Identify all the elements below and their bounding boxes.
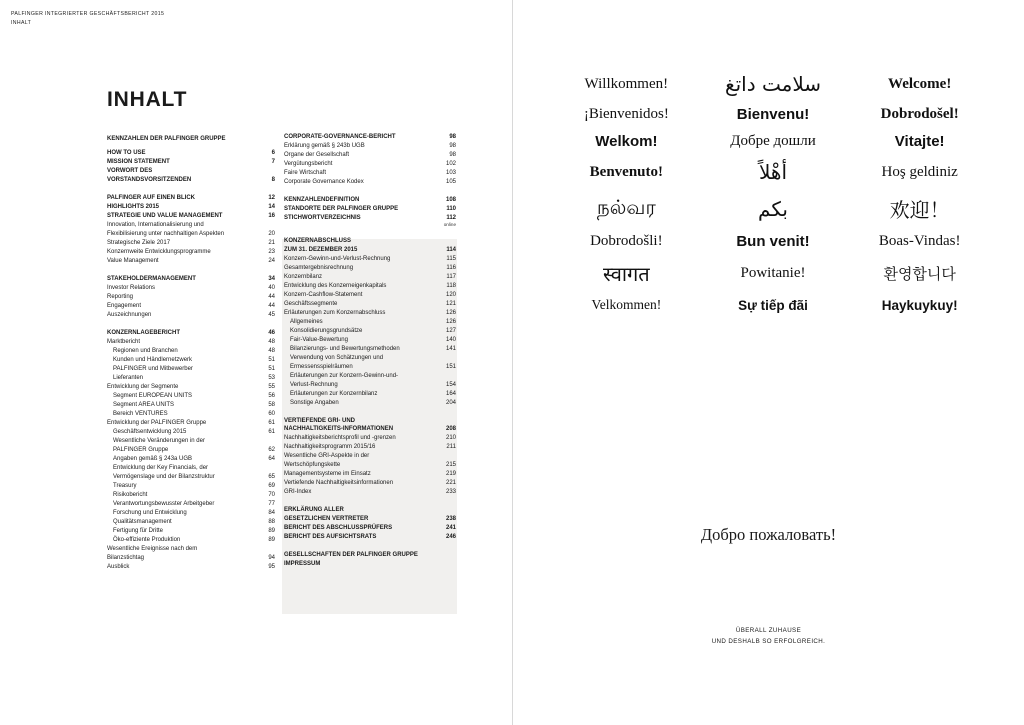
toc-entry[interactable] xyxy=(107,553,275,562)
toc-entry[interactable] xyxy=(284,308,456,317)
toc-entry-label: Verlust-Rechnung xyxy=(290,381,338,388)
toc-entry[interactable] xyxy=(284,551,456,560)
toc-entry-page: 60 xyxy=(268,410,275,417)
toc-entry-label: GESETZLICHEN VERTRETER xyxy=(284,516,369,523)
toc-entry[interactable] xyxy=(284,160,456,169)
toc-entry[interactable] xyxy=(284,281,456,290)
greeting-word: Boas-Vindas! xyxy=(878,233,961,249)
toc-entry-page: 69 xyxy=(268,482,275,489)
toc-entry-page: 238 xyxy=(445,516,456,523)
toc-entry[interactable] xyxy=(107,508,275,517)
greeting-row xyxy=(553,106,993,123)
toc-entry-label: Allgemeines xyxy=(290,318,323,325)
toc-entry-label: KONZERNABSCHLUSS xyxy=(284,237,352,244)
toc-entry-label: Segment AREA UNITS xyxy=(113,401,175,408)
toc-entry-page: 51 xyxy=(268,366,275,372)
toc-entry-label: IMPRESSUM xyxy=(284,561,321,568)
greeting-row xyxy=(553,233,993,250)
toc-entry[interactable] xyxy=(107,499,275,508)
greeting-word: ¡Bienvenidos! xyxy=(583,106,669,122)
toc-entry-page: 84 xyxy=(268,509,275,516)
toc-entry-label: BERICHT DES ABSCHLUSSPRÜFERS xyxy=(284,525,393,532)
toc-entry-label: Nachhaltigkeitsprogramm 2015/16 xyxy=(284,444,376,451)
greeting-word: Powitanie! xyxy=(740,265,806,281)
greeting-row xyxy=(553,194,993,223)
toc-entry[interactable] xyxy=(107,356,275,365)
greeting-word: Velkommen! xyxy=(591,297,662,312)
greeting-row xyxy=(553,260,993,287)
online-note: online xyxy=(443,221,456,227)
toc-entry-label: Konzernbilanz xyxy=(284,273,323,280)
toc-entry-label: Marktbericht xyxy=(107,339,141,346)
right-page xyxy=(513,0,1024,725)
toc-entry-label: Erläuterungen zur Konzern-Gewinn-und- xyxy=(290,372,399,379)
toc-entry[interactable] xyxy=(107,347,275,356)
greeting-word: أهْلاً xyxy=(758,160,788,184)
greeting-word: Bun venit! xyxy=(736,233,810,250)
toc-entry-page: 70 xyxy=(268,491,275,498)
toc-entry-label: Bilanzierungs- und Bewertungsmethoden xyxy=(290,345,400,352)
toc-entry-label: Auszeichnungen xyxy=(107,312,152,319)
toc-entry[interactable] xyxy=(284,470,456,479)
toc-entry[interactable] xyxy=(107,419,275,428)
toc-entry-label: GESELLSCHAFTEN DER PALFINGER GRUPPE xyxy=(284,552,418,559)
toc-entry[interactable] xyxy=(284,434,456,443)
toc-entry-page: 98 xyxy=(449,134,456,141)
greeting-word: Dobrodošli! xyxy=(590,233,663,249)
toc-entry-label: Treasury xyxy=(113,482,137,489)
toc-entry[interactable] xyxy=(107,135,275,144)
toc-entry-label: Entwicklung der Key Financials, der xyxy=(113,464,209,471)
toc-entry-label: Nachhaltigkeitsberichtsprofil und -grenzen xyxy=(284,435,396,442)
toc-entry-page: 127 xyxy=(445,327,456,334)
toc-entry-label: STRATEGIE UND VALUE MANAGEMENT xyxy=(107,213,223,220)
toc-entry-label: Investor Relations xyxy=(107,285,156,292)
toc-entry-label: Konzern-Gewinn-und-Verlust-Rechnung xyxy=(284,255,391,262)
toc-entry-page: 51 xyxy=(268,357,275,364)
toc-entry-page: 117 xyxy=(446,273,456,280)
toc-entry[interactable] xyxy=(284,425,456,434)
greeting-word: Vitajte! xyxy=(894,133,945,150)
toc-entry-page: 45 xyxy=(268,312,275,319)
toc-entry-page: 58 xyxy=(268,401,275,408)
toc-entry-page: 23 xyxy=(268,249,275,256)
toc-entry-page: 16 xyxy=(268,213,275,220)
toc-entry-page: 34 xyxy=(268,276,275,283)
toc-entry-label: Bereich VENTURES xyxy=(113,410,168,417)
toc-entry[interactable] xyxy=(107,311,275,320)
toc-entry-page: 40 xyxy=(268,285,275,292)
toc-entry-page: 246 xyxy=(445,534,456,541)
toc-entry[interactable] xyxy=(284,533,456,542)
toc-entry[interactable] xyxy=(107,275,275,284)
toc-entry-page: 115 xyxy=(446,255,456,262)
toc-entry[interactable] xyxy=(107,401,275,410)
toc-entry-label: Ermessensspielräumen xyxy=(290,363,353,370)
toc-entry-label: BERICHT DES AUFSICHTSRATS xyxy=(284,534,377,541)
toc-entry-label: Wertschöpfungskette xyxy=(284,462,341,469)
toc-entry-page: 20 xyxy=(268,231,275,238)
toc-entry[interactable] xyxy=(284,335,456,344)
toc-entry-label: Qualitätsmanagement xyxy=(113,518,172,525)
greeting-word: Benvenuto! xyxy=(589,163,663,180)
toc-entry[interactable] xyxy=(107,167,275,176)
toc-entry-label: Bilanzstichtag xyxy=(107,554,145,561)
toc-entry-label: Value Management xyxy=(107,258,159,265)
toc-entry[interactable] xyxy=(284,488,456,497)
toc-entry[interactable] xyxy=(284,326,456,335)
toc-entry-page: 112 xyxy=(446,215,456,222)
toc-entry[interactable] xyxy=(107,383,275,392)
toc-entry[interactable] xyxy=(107,535,275,544)
toc-entry[interactable] xyxy=(107,302,275,311)
toc-entry-page: 204 xyxy=(445,399,456,406)
greeting-row xyxy=(553,133,993,150)
greeting-word: 환영합니다 xyxy=(883,265,956,283)
toc-entry-label: Fair-Value-Bewertung xyxy=(290,336,348,343)
toc-entry[interactable] xyxy=(107,230,275,239)
toc-entry[interactable] xyxy=(107,293,275,302)
toc-entry-label: Verantwortungsbewusster Arbeitgeber xyxy=(113,500,215,507)
toc-entry[interactable] xyxy=(284,142,456,151)
toc-entry[interactable] xyxy=(107,517,275,526)
toc-entry-label: STAKEHOLDERMANAGEMENT xyxy=(107,276,196,283)
toc-entry-page: 7 xyxy=(271,159,275,166)
toc-entry[interactable] xyxy=(284,299,456,308)
greeting-word: स्वागत xyxy=(602,262,650,286)
toc-entry-page: 221 xyxy=(445,480,456,487)
toc-entry-label: Angaben gemäß § 243a UGB xyxy=(113,455,193,462)
toc-entry[interactable] xyxy=(107,490,275,499)
toc-entry-label: MISSION STATEMENT xyxy=(107,159,170,166)
toc-entry-page: 105 xyxy=(445,179,456,186)
greeting-word: Sự tiếp đãi xyxy=(738,297,808,313)
toc-entry[interactable] xyxy=(284,344,456,353)
toc-entry-label: Gesamtergebnisrechnung xyxy=(284,264,354,271)
toc-entry-label: Entwicklung des Konzerneigenkapitals xyxy=(284,282,387,289)
toc-entry[interactable] xyxy=(284,371,456,380)
toc-entry-label: Erläuterungen zum Konzernabschluss xyxy=(284,309,386,316)
greeting-row xyxy=(553,72,993,96)
toc-entry-label: Forschung und Entwicklung xyxy=(113,509,187,516)
greeting-word: Welkom! xyxy=(595,133,658,150)
toc-entry-page: 55 xyxy=(268,383,275,390)
toc-entry-label: PALFINGER AUF EINEN BLICK xyxy=(107,195,195,202)
toc-entry-page: 94 xyxy=(268,554,275,561)
toc-entry[interactable] xyxy=(107,248,275,257)
toc-entry-page: 48 xyxy=(268,339,275,346)
toc-entry-label: Risikobericht xyxy=(113,491,148,498)
toc-entry[interactable] xyxy=(107,562,275,571)
toc-entry-page: 210 xyxy=(445,435,456,442)
toc-entry-page: 89 xyxy=(268,527,275,534)
toc-entry-page: 211 xyxy=(446,444,456,451)
toc-entry-label: STANDORTE DER PALFINGER GRUPPE xyxy=(284,206,399,213)
toc-column-left xyxy=(107,135,275,571)
toc-entry-page: 116 xyxy=(446,264,456,271)
toc-entry[interactable] xyxy=(284,245,456,254)
toc-entry-label: ERKLÄRUNG ALLER xyxy=(284,507,344,514)
toc-entry-label: Managementsysteme im Einsatz xyxy=(284,471,371,478)
toc-entry-page: 24 xyxy=(268,258,275,265)
toc-entry-label: KONZERNLAGEBERICHT xyxy=(107,330,180,337)
toc-entry-page: 215 xyxy=(445,462,456,469)
toc-entry[interactable] xyxy=(107,239,275,248)
toc-entry-label: Konzernweite Entwicklungsprogramme xyxy=(107,249,211,256)
toc-entry-label: Sonstige Angaben xyxy=(290,399,339,406)
toc-entry-label: Corporate Governance Kodex xyxy=(284,179,364,186)
toc-entry[interactable] xyxy=(284,196,456,205)
toc-entry-page: 120 xyxy=(445,291,456,298)
running-header xyxy=(11,10,164,28)
toc-entry[interactable] xyxy=(284,178,456,187)
toc-entry-label: HIGHLIGHTS 2015 xyxy=(107,204,160,211)
toc-entry-label: Ausblick xyxy=(107,563,130,570)
toc-entry-page: 164 xyxy=(445,390,456,397)
toc-entry-label: Entwicklung der Segmente xyxy=(107,383,179,390)
toc-entry-page: 241 xyxy=(445,525,456,532)
toc-entry[interactable] xyxy=(284,515,456,524)
toc-entry-page: 46 xyxy=(268,330,275,337)
toc-entry-label: PALFINGER und Mitbewerber xyxy=(113,366,193,372)
toc-entry[interactable] xyxy=(107,446,275,455)
toc-entry[interactable] xyxy=(107,410,275,419)
toc-entry-label: GRI-Index xyxy=(284,489,312,496)
toc-entry-label: VORWORT DES xyxy=(107,168,153,175)
tagline-line2: UND DESHALB SO ERFOLGREICH. xyxy=(711,638,826,646)
greeting-word: Haykuykuy! xyxy=(881,297,958,313)
toc-entry[interactable] xyxy=(284,524,456,533)
toc-entry-page: 14 xyxy=(268,204,275,211)
toc-entry[interactable] xyxy=(107,437,275,446)
toc-entry-page: 118 xyxy=(446,282,456,289)
toc-entry-page: 56 xyxy=(268,392,275,399)
toc-entry-page: 61 xyxy=(268,428,275,435)
toc-entry[interactable] xyxy=(107,212,275,221)
toc-entry[interactable] xyxy=(107,392,275,401)
toc-entry[interactable] xyxy=(284,479,456,488)
toc-entry[interactable] xyxy=(284,506,456,515)
toc-entry-page: 108 xyxy=(445,197,456,204)
toc-entry-label: VERTIEFENDE GRI- UND xyxy=(284,417,356,424)
toc-entry-page: 233 xyxy=(445,489,456,496)
toc-entry-label: Vertiefende Nachhaltigkeitsinformationen xyxy=(284,480,394,487)
toc-entry[interactable] xyxy=(284,254,456,263)
toc-entry-label: KENNZAHLENDEFINITION xyxy=(284,197,360,204)
toc-entry-label: Verwendung von Schätzungen und xyxy=(290,354,384,361)
toc-entry-page: 88 xyxy=(268,518,275,525)
greeting-russian: Добро пожаловать! xyxy=(700,525,837,544)
toc-entry-page: 89 xyxy=(268,536,275,543)
toc-entry-page: 44 xyxy=(268,303,275,310)
toc-entry[interactable] xyxy=(284,560,456,569)
toc-entry-label: Engagement xyxy=(107,303,142,310)
toc-entry-label: PALFINGER Gruppe xyxy=(113,446,169,453)
toc-entry[interactable] xyxy=(107,329,275,338)
greeting-word: Dobrodošel! xyxy=(880,106,959,122)
toc-entry-label: Geschäftssegmente xyxy=(284,300,338,307)
toc-entry[interactable] xyxy=(284,214,456,223)
toc-entry[interactable] xyxy=(284,263,456,272)
toc-entry-page: 126 xyxy=(445,309,456,316)
toc-entry-label: Konsolidierungsgrundsätze xyxy=(290,327,363,334)
toc-entry[interactable] xyxy=(107,203,275,212)
tagline-line1: ÜBERALL ZUHAUSE xyxy=(735,627,802,634)
toc-entry-page: 44 xyxy=(268,294,275,301)
toc-entry-label: Organe der Gesellschaft xyxy=(284,152,350,159)
greeting-row xyxy=(553,297,993,313)
toc-entry-label: Konzern-Cashflow-Statement xyxy=(284,291,363,298)
toc-entry[interactable] xyxy=(107,158,275,167)
toc-entry-label: Fertigung für Dritte xyxy=(113,527,164,534)
toc-entry-label: Geschäftsentwicklung 2015 xyxy=(113,428,187,435)
toc-entry-label: Vermögenslage und der Bilanzstruktur xyxy=(113,473,215,480)
greeting-word: நல்வர xyxy=(596,195,656,219)
toc-entry[interactable] xyxy=(284,169,456,178)
greeting-word: Willkommen! xyxy=(584,75,669,92)
toc-entry[interactable] xyxy=(107,284,275,293)
toc-entry-page: 141 xyxy=(445,345,456,352)
toc-entry-label: Wesentliche Ereignisse nach dem xyxy=(107,545,198,552)
toc-entry[interactable] xyxy=(107,455,275,464)
toc-entry[interactable] xyxy=(284,398,456,407)
toc-entry[interactable] xyxy=(284,452,456,461)
toc-entry[interactable] xyxy=(284,443,456,452)
toc-entry-page: 121 xyxy=(445,300,456,307)
running-header-line1: PALFINGER INTEGRIERTER GESCHÄFTSBERICHT 2015 xyxy=(11,11,165,17)
toc-entry[interactable] xyxy=(284,205,456,214)
toc-entry[interactable] xyxy=(107,149,275,158)
greeting-word: Hoş geldiniz xyxy=(881,163,958,180)
toc-entry[interactable] xyxy=(107,481,275,490)
toc-entry[interactable] xyxy=(284,461,456,470)
toc-entry[interactable] xyxy=(284,236,456,245)
toc-entry-label: Wesentliche GRI-Aspekte in der xyxy=(284,453,370,460)
tagline xyxy=(513,625,1024,647)
toc-entry-label: NACHHALTIGKEITS-INFORMATIONEN xyxy=(284,426,394,433)
toc-entry-page: 61 xyxy=(268,419,275,426)
toc-entry-page: 95 xyxy=(268,563,275,570)
toc-entry-page: 8 xyxy=(271,177,275,184)
toc-entry-page: 64 xyxy=(268,455,275,462)
toc-entry-label: Wesentliche Veränderungen in der xyxy=(113,437,205,444)
toc-entry[interactable] xyxy=(107,463,275,472)
toc-entry-label: Öko-effiziente Produktion xyxy=(113,536,181,543)
greeting-word: Welcome! xyxy=(888,75,952,92)
toc-entry-page: 151 xyxy=(445,363,456,370)
greeting-word: Bienvenu! xyxy=(736,106,810,123)
toc-entry-label: Strategische Ziele 2017 xyxy=(107,240,171,247)
greeting-row xyxy=(553,160,993,184)
toc-entry-page: 103 xyxy=(445,170,456,177)
toc-entry-page: 12 xyxy=(268,195,275,202)
toc-entry[interactable] xyxy=(284,272,456,281)
greeting-word: 欢迎！ xyxy=(889,198,950,222)
toc-entry[interactable] xyxy=(284,317,456,326)
toc-column-right xyxy=(284,133,456,569)
toc-entry-page: 98 xyxy=(449,152,456,159)
toc-entry-label: Regionen und Branchen xyxy=(113,348,178,355)
toc-entry[interactable] xyxy=(284,389,456,398)
greeting-word: Добре дошли xyxy=(730,133,816,149)
toc-entry[interactable] xyxy=(107,194,275,203)
toc-entry-page: 208 xyxy=(445,426,456,433)
toc-entry-label: VORSTANDSVORSITZENDEN xyxy=(107,177,192,184)
toc-entry-page: 6 xyxy=(271,150,275,157)
toc-entry-page: 114 xyxy=(446,246,456,253)
toc-entry-page: 154 xyxy=(445,381,456,388)
page-title: INHALT xyxy=(107,88,188,111)
toc-entry[interactable] xyxy=(284,362,456,371)
greetings-grid xyxy=(553,72,993,323)
toc-entry[interactable] xyxy=(284,151,456,160)
toc-entry[interactable] xyxy=(107,176,275,185)
toc-entry-page: 102 xyxy=(445,161,456,168)
toc-entry-page: 53 xyxy=(268,374,275,381)
toc-entry-page: 65 xyxy=(268,473,275,480)
greeting-word: سلامت داتغ xyxy=(724,72,822,96)
toc-entry-label: Innovation, Internationalisierung und xyxy=(107,222,204,229)
toc-entry-page: 140 xyxy=(445,336,456,343)
toc-entry-page: 219 xyxy=(445,471,456,478)
toc-entry[interactable] xyxy=(284,416,456,425)
toc-entry-label: Faire Wirtschaft xyxy=(284,170,327,177)
toc-entry[interactable] xyxy=(107,338,275,347)
toc-entry-label: Erläuterungen zur Konzernbilanz xyxy=(290,390,378,397)
toc-entry-label: Entwicklung der PALFINGER Gruppe xyxy=(107,419,207,426)
toc-entry-label: Kunden und Händlernetzwerk xyxy=(113,357,193,364)
toc-entry-label: HOW TO USE xyxy=(107,150,146,157)
toc-entry-label: Reporting xyxy=(107,294,134,301)
toc-entry[interactable] xyxy=(107,365,275,374)
toc-entry-page: 48 xyxy=(268,348,275,355)
toc-entry-label: STICHWORTVERZEICHNIS xyxy=(284,215,361,222)
greeting-word: بكم xyxy=(758,196,788,221)
toc-entry-page: 62 xyxy=(268,446,275,453)
toc-entry-label: Flexibilisierung unter nachhaltigen Aspekten xyxy=(107,231,225,238)
toc-entry[interactable] xyxy=(284,353,456,362)
toc-entry[interactable] xyxy=(107,221,275,230)
toc-entry-label: KENNZAHLEN DER PALFINGER GRUPPE xyxy=(107,136,226,143)
toc-entry-label: Vergütungsbericht xyxy=(284,161,333,168)
toc-entry-page: 126 xyxy=(445,318,456,325)
toc-entry[interactable] xyxy=(284,133,456,142)
toc-entry[interactable] xyxy=(107,544,275,553)
toc-entry-label: Segment EUROPEAN UNITS xyxy=(113,392,193,399)
toc-entry[interactable] xyxy=(284,290,456,299)
toc-entry[interactable] xyxy=(107,428,275,437)
toc-entry-page: 98 xyxy=(449,143,456,150)
toc-entry-label: CORPORATE-GOVERNANCE-BERICHT xyxy=(284,134,396,141)
toc-entry[interactable] xyxy=(107,257,275,266)
toc-entry[interactable] xyxy=(107,374,275,383)
toc-entry[interactable] xyxy=(107,526,275,535)
toc-entry-label: ZUM 31. DEZEMBER 2015 xyxy=(284,246,358,253)
running-header-line2: INHALT xyxy=(11,20,32,27)
toc-entry[interactable] xyxy=(284,380,456,389)
toc-entry-label: Lieferanten xyxy=(113,374,144,381)
toc-entry-page: 21 xyxy=(268,240,275,247)
toc-entry-page: 77 xyxy=(268,500,275,507)
toc-entry[interactable] xyxy=(107,472,275,481)
toc-entry-label: Erklärung gemäß § 243b UGB xyxy=(284,143,365,150)
toc-entry-page: 110 xyxy=(446,206,456,213)
